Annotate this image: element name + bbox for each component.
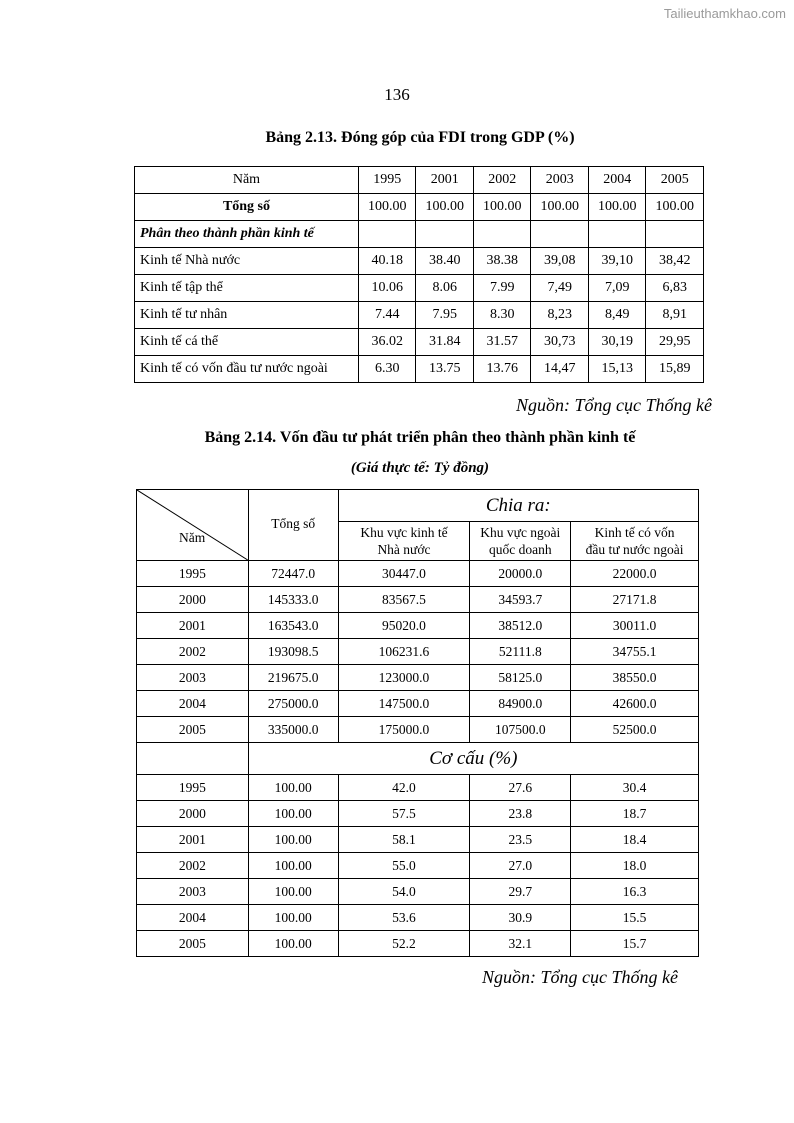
structure-header: Cơ cấu (%) xyxy=(248,743,698,775)
row-year: 1995 xyxy=(137,775,249,801)
table-cell: 40.18 xyxy=(358,248,416,275)
table1-source: Nguồn: Tổng cục Thống kê xyxy=(516,395,712,415)
table-cell: 58125.0 xyxy=(470,665,571,691)
table-cell: 8.30 xyxy=(473,302,531,329)
table-cell: 52500.0 xyxy=(571,717,699,743)
table-cell: 36.02 xyxy=(358,329,416,356)
table-row xyxy=(137,639,699,665)
row-year: 2004 xyxy=(137,905,249,931)
table-row xyxy=(135,302,704,329)
page-number: 136 xyxy=(384,85,410,104)
row-year: 2001 xyxy=(137,827,249,853)
table1-year: 2001 xyxy=(416,167,474,194)
table1-header-label: Năm xyxy=(135,167,359,194)
table-cell: 72447.0 xyxy=(248,561,338,587)
table-cell: 100.00 xyxy=(248,827,338,853)
header-year-label: Năm xyxy=(179,530,206,545)
table-row xyxy=(135,356,704,383)
structure-header-row xyxy=(137,743,699,775)
subheader-line: quốc doanh xyxy=(488,542,552,557)
table-cell: 29.7 xyxy=(470,879,571,905)
table-cell: 30,73 xyxy=(531,329,589,356)
subheader-line: Khu vực kinh tế xyxy=(360,525,448,540)
diagonal-line xyxy=(137,490,248,560)
table-cell: 15,13 xyxy=(588,356,646,383)
table-cell: 20000.0 xyxy=(470,561,571,587)
table1-header-row xyxy=(135,167,704,194)
row-year: 1995 xyxy=(137,561,249,587)
row-year: 2005 xyxy=(137,931,249,957)
table-cell: 23.5 xyxy=(470,827,571,853)
table2-title: Bảng 2.14. Vốn đầu tư phát triển phân theo thành phần kinh tế xyxy=(204,429,636,446)
subheader-line: Khu vực ngoài xyxy=(480,525,561,540)
table1-year: 2005 xyxy=(646,167,704,194)
row-year: 2001 xyxy=(137,613,249,639)
table-row xyxy=(137,905,699,931)
table-cell: 100.00 xyxy=(248,801,338,827)
table-cell: 100.00 xyxy=(248,879,338,905)
table-cell: 31.84 xyxy=(416,329,474,356)
table1-year: 1995 xyxy=(358,167,416,194)
table-cell: 8,23 xyxy=(531,302,589,329)
table1-total-row xyxy=(135,194,704,221)
table-cell: 52.2 xyxy=(338,931,470,957)
header-chia-ra: Chia ra: xyxy=(338,490,698,522)
table-cell: 123000.0 xyxy=(338,665,470,691)
table-row xyxy=(137,801,699,827)
table-cell: 275000.0 xyxy=(248,691,338,717)
table-cell: 8,49 xyxy=(588,302,646,329)
table-row xyxy=(137,827,699,853)
year-diagonal-header xyxy=(137,490,249,561)
table-cell: 219675.0 xyxy=(248,665,338,691)
table1-total-label: Tổng số xyxy=(135,194,359,221)
table-cell: 15.7 xyxy=(571,931,699,957)
table-cell: 147500.0 xyxy=(338,691,470,717)
table-cell: 32.1 xyxy=(470,931,571,957)
table-cell: 84900.0 xyxy=(470,691,571,717)
table-cell: 39,08 xyxy=(531,248,589,275)
table-cell: 39,10 xyxy=(588,248,646,275)
table-row xyxy=(137,587,699,613)
row-year: 2002 xyxy=(137,853,249,879)
table-cell: 58.1 xyxy=(338,827,470,853)
table-cell: 38.38 xyxy=(473,248,531,275)
watermark: Tailieuthamkhao.com xyxy=(663,6,786,21)
table-row xyxy=(137,561,699,587)
row-label: Kinh tế Nhà nước xyxy=(135,248,359,275)
table-cell: 30,19 xyxy=(588,329,646,356)
table-cell: 7,09 xyxy=(588,275,646,302)
table2-source: Nguồn: Tổng cục Thống kê xyxy=(482,967,678,987)
subheader-state-sector xyxy=(338,522,470,561)
row-year: 2000 xyxy=(137,801,249,827)
row-year: 2005 xyxy=(137,717,249,743)
table2-subtitle: (Giá thực tế: Tỷ đồng) xyxy=(350,460,490,476)
table-cell: 18.0 xyxy=(571,853,699,879)
table-cell: 55.0 xyxy=(338,853,470,879)
table-cell: 7,49 xyxy=(531,275,589,302)
table-cell: 335000.0 xyxy=(248,717,338,743)
row-year: 2003 xyxy=(137,879,249,905)
table-row xyxy=(137,853,699,879)
table-cell: 15.5 xyxy=(571,905,699,931)
table-cell: 27.6 xyxy=(470,775,571,801)
table-cell: 42.0 xyxy=(338,775,470,801)
investment-table xyxy=(136,489,699,957)
table-cell: 145333.0 xyxy=(248,587,338,613)
table-cell: 100.00 xyxy=(248,931,338,957)
table-cell: 8.06 xyxy=(416,275,474,302)
row-label: Kinh tế có vốn đầu tư nước ngoài xyxy=(135,356,359,383)
row-year: 2003 xyxy=(137,665,249,691)
table-cell: 29,95 xyxy=(646,329,704,356)
row-label: Kinh tế cá thể xyxy=(135,329,359,356)
table-cell: 7.44 xyxy=(358,302,416,329)
table1-title: Bảng 2.13. Đóng góp của FDI trong GDP (%) xyxy=(265,129,575,146)
table-row xyxy=(137,931,699,957)
table-cell: 18.7 xyxy=(571,801,699,827)
table-cell: 8,91 xyxy=(646,302,704,329)
table-cell: 30.9 xyxy=(470,905,571,931)
table-cell: 16.3 xyxy=(571,879,699,905)
table-row xyxy=(137,879,699,905)
fdi-gdp-table xyxy=(134,166,704,383)
table-cell: 53.6 xyxy=(338,905,470,931)
table-row xyxy=(137,691,699,717)
table-row xyxy=(135,275,704,302)
table-cell: 30011.0 xyxy=(571,613,699,639)
table-cell: 54.0 xyxy=(338,879,470,905)
table-cell: 34593.7 xyxy=(470,587,571,613)
table-cell: 15,89 xyxy=(646,356,704,383)
table-cell: 100.00 xyxy=(416,194,474,221)
table-row xyxy=(135,329,704,356)
table-cell: 30447.0 xyxy=(338,561,470,587)
table-cell: 30.4 xyxy=(571,775,699,801)
table-cell: 27171.8 xyxy=(571,587,699,613)
table-row xyxy=(137,717,699,743)
table-cell: 38.40 xyxy=(416,248,474,275)
header-total: Tổng số xyxy=(248,490,338,561)
table-cell: 83567.5 xyxy=(338,587,470,613)
subheader-line: Kinh tế có vốn xyxy=(594,525,675,540)
table-cell: 100.00 xyxy=(646,194,704,221)
table-cell: 100.00 xyxy=(248,775,338,801)
table-cell: 100.00 xyxy=(531,194,589,221)
table-cell: 100.00 xyxy=(248,853,338,879)
table2-header-row xyxy=(137,490,699,522)
table-cell: 7.99 xyxy=(473,275,531,302)
table-cell: 57.5 xyxy=(338,801,470,827)
table-cell: 52111.8 xyxy=(470,639,571,665)
table-cell: 14,47 xyxy=(531,356,589,383)
table-cell: 100.00 xyxy=(248,905,338,931)
table-row xyxy=(137,775,699,801)
table-cell: 6,83 xyxy=(646,275,704,302)
table-cell: 34755.1 xyxy=(571,639,699,665)
table-cell: 38550.0 xyxy=(571,665,699,691)
table-cell: 100.00 xyxy=(473,194,531,221)
table-cell: 6.30 xyxy=(358,356,416,383)
table-cell: 18.4 xyxy=(571,827,699,853)
subheader-fdi-sector xyxy=(571,522,699,561)
table-cell: 100.00 xyxy=(358,194,416,221)
row-year: 2002 xyxy=(137,639,249,665)
table1-section-row xyxy=(135,221,704,248)
subheader-line: Nhà nước xyxy=(377,542,431,557)
table-cell: 95020.0 xyxy=(338,613,470,639)
table-cell: 175000.0 xyxy=(338,717,470,743)
table1-section-label: Phân theo thành phần kinh tế xyxy=(135,221,359,248)
table-cell: 13.75 xyxy=(416,356,474,383)
table-cell: 42600.0 xyxy=(571,691,699,717)
table-cell: 38,42 xyxy=(646,248,704,275)
table-cell: 27.0 xyxy=(470,853,571,879)
table-cell: 106231.6 xyxy=(338,639,470,665)
row-year: 2004 xyxy=(137,691,249,717)
row-label: Kinh tế tập thể xyxy=(135,275,359,302)
table-cell: 107500.0 xyxy=(470,717,571,743)
row-label: Kinh tế tư nhân xyxy=(135,302,359,329)
table-cell: 23.8 xyxy=(470,801,571,827)
table-cell: 31.57 xyxy=(473,329,531,356)
table-row xyxy=(135,248,704,275)
subheader-non-state-sector xyxy=(470,522,571,561)
table-row xyxy=(137,613,699,639)
table-cell: 7.95 xyxy=(416,302,474,329)
subheader-line: đầu tư nước ngoài xyxy=(585,542,684,557)
table-row xyxy=(137,665,699,691)
table-cell: 100.00 xyxy=(588,194,646,221)
table1-year: 2003 xyxy=(531,167,589,194)
table1-year: 2002 xyxy=(473,167,531,194)
table-cell: 38512.0 xyxy=(470,613,571,639)
table-cell: 163543.0 xyxy=(248,613,338,639)
table-cell: 10.06 xyxy=(358,275,416,302)
row-year: 2000 xyxy=(137,587,249,613)
table-cell: 22000.0 xyxy=(571,561,699,587)
table-cell: 193098.5 xyxy=(248,639,338,665)
table1-year: 2004 xyxy=(588,167,646,194)
table-cell: 13.76 xyxy=(473,356,531,383)
